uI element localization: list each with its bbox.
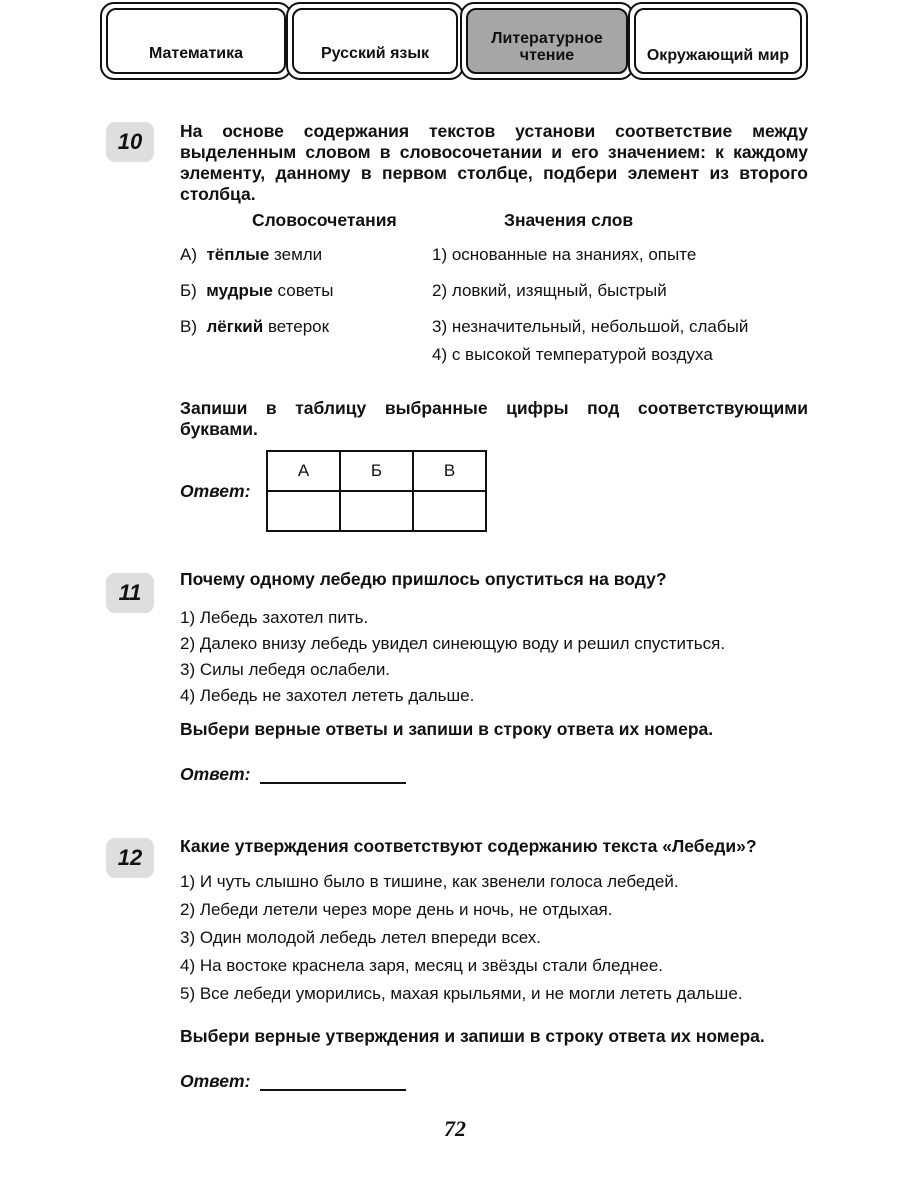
- meaning-4: 4) с высокой температурой воздуха: [432, 345, 713, 364]
- question-11-text: Почему одному лебедю пришлось опуститься на воду?: [180, 569, 667, 589]
- answer-label: Ответ:: [180, 764, 251, 784]
- table-header-b: Б: [340, 451, 413, 491]
- option-3: 3) Один молодой лебедь летел впереди всех.: [180, 928, 542, 947]
- tab-world-around[interactable]: Окружающий мир: [628, 2, 808, 80]
- subject-tabs: [100, 0, 808, 82]
- option-2: 2) Лебеди летели через море день и ночь, не отдыхая.: [180, 900, 613, 919]
- answer-input-line[interactable]: [260, 782, 406, 784]
- tab-literary-reading[interactable]: Литературное чтение: [460, 2, 634, 80]
- question-10-text: На основе содержания текстов установи соответствие между выделенным словом в словосочетании и его значением: к каждому элементу, данному в первом столбце, подбери элемент из второго столбца.: [180, 121, 808, 204]
- option-4: 4) На востоке краснела заря, месяц и звёзды стали бледнее.: [180, 956, 664, 975]
- option-5: 5) Все лебеди уморились, махая крыльями, и не могли лететь дальше.: [180, 984, 743, 1003]
- column-header-phrases: Словосочетания: [252, 210, 397, 230]
- table-header-a: А: [267, 451, 340, 491]
- phrase-c: В) лёгкий ветерок: [180, 317, 330, 336]
- answer-input-line[interactable]: [260, 1089, 406, 1091]
- answer-label: Ответ:: [180, 1071, 251, 1091]
- phrase-a: А) тёплые земли: [180, 245, 323, 264]
- question-number-badge: 11: [106, 573, 154, 613]
- question-number-badge: 10: [106, 122, 154, 162]
- answer-label: Ответ:: [180, 481, 251, 501]
- meaning-3: 3) незначительный, небольшой, слабый: [432, 317, 749, 336]
- phrase-b: Б) мудрые советы: [180, 281, 334, 300]
- answer-table: [266, 450, 487, 532]
- question-12-text: Какие утверждения соответствуют содержанию текста «Лебеди»?: [180, 836, 757, 856]
- answer-cell-a[interactable]: [267, 491, 340, 531]
- answer-cell-c[interactable]: [413, 491, 486, 531]
- option-4: 4) Лебедь не захотел лететь дальше.: [180, 686, 475, 705]
- question-11-instruction: Выбери верные ответы и запиши в строку ответа их номера.: [180, 719, 714, 739]
- option-1: 1) И чуть слышно было в тишине, как звенели голоса лебедей.: [180, 872, 679, 891]
- meaning-2: 2) ловкий, изящный, быстрый: [432, 281, 667, 300]
- option-1: 1) Лебедь захотел пить.: [180, 608, 369, 627]
- option-2: 2) Далеко внизу лебедь увидел синеющую воду и решил спуститься.: [180, 634, 726, 653]
- question-number-badge: 12: [106, 838, 154, 878]
- table-header-c: В: [413, 451, 486, 491]
- page-number: 72: [444, 1116, 466, 1141]
- answer-cell-b[interactable]: [340, 491, 413, 531]
- option-3: 3) Силы лебедя ослабели.: [180, 660, 391, 679]
- meaning-1: 1) основанные на знаниях, опыте: [432, 245, 697, 264]
- tab-russian-language[interactable]: Русский язык: [286, 2, 464, 80]
- question-12-instruction: Выбери верные утверждения и запиши в строку ответа их номера.: [180, 1026, 765, 1046]
- column-header-meanings: Значения слов: [504, 210, 634, 230]
- tab-mathematics[interactable]: Математика: [100, 2, 292, 80]
- question-10-instruction: Запиши в таблицу выбранные цифры под соответствующими буквами.: [180, 398, 808, 439]
